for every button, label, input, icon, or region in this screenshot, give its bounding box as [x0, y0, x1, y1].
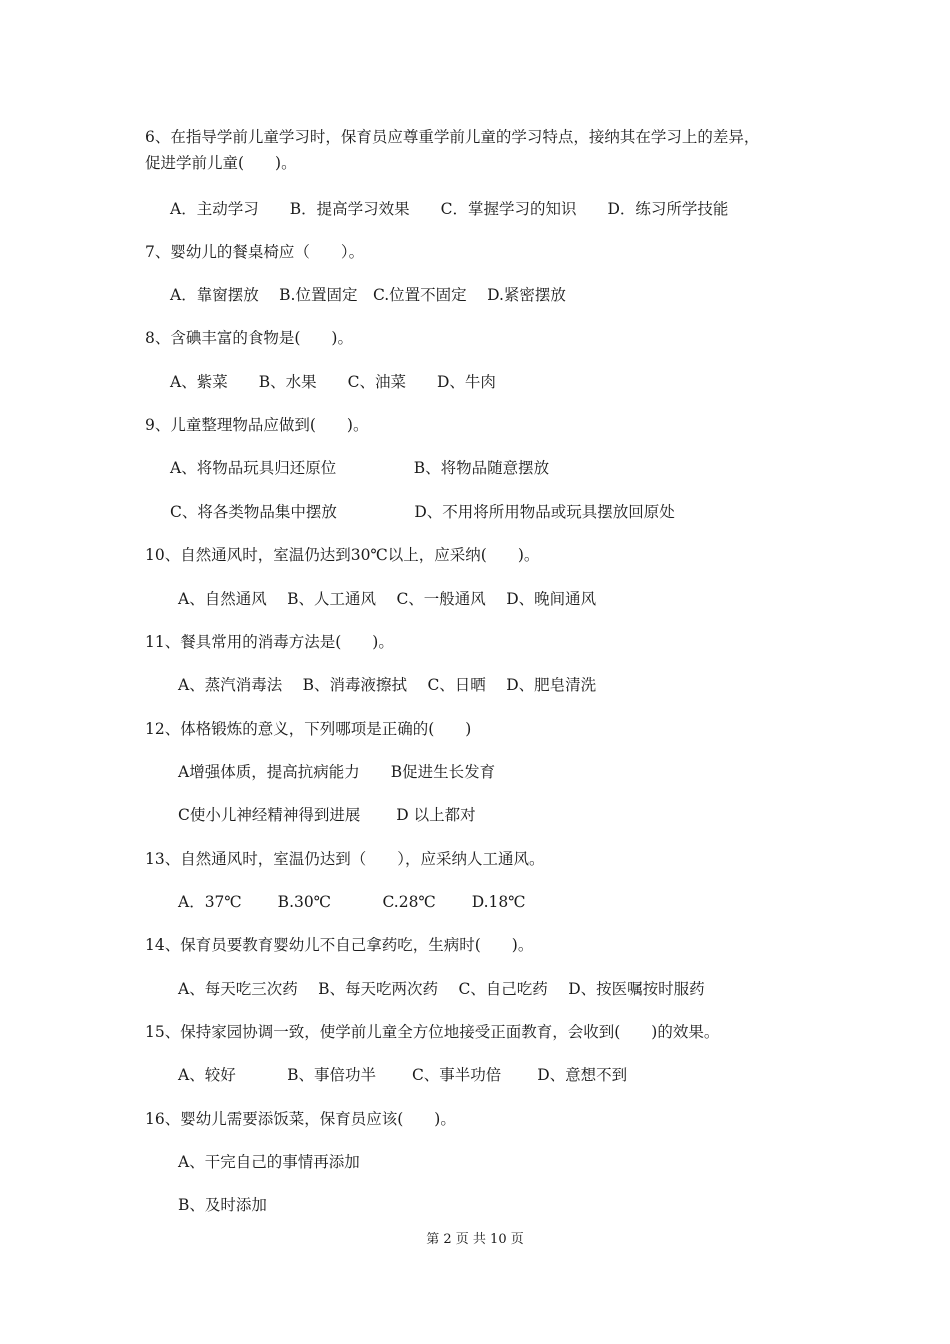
- question-14-options: A、每天吃三次药 B、每天吃两次药 C、自己吃药 D、按医嘱按时服药: [178, 980, 705, 998]
- question-12-options-1: A增强体质，提高抗病能力 B促进生长发育: [178, 763, 496, 781]
- question-7-options: A．靠窗摆放 B.位置固定 C.位置不固定 D.紧密摆放: [170, 286, 566, 304]
- question-14-stem: 14、保育员要教育婴幼儿不自己拿药吃，生病时( )。: [145, 936, 534, 954]
- question-13-stem: 13、自然通风时，室温仍达到（ ），应采纳人工通风。: [145, 850, 545, 868]
- question-9-options-2: C、将各类物品集中摆放 D、不用将所用物品或玩具摆放回原处: [170, 503, 675, 521]
- question-11-options: A、蒸汽消毒法 B、消毒液擦拭 C、日晒 D、肥皂清洗: [178, 676, 597, 694]
- question-8-options: A、紫菜 B、水果 C、油菜 D、牛肉: [170, 373, 496, 391]
- question-15-options: A、较好 B、事倍功半 C、事半功倍 D、意想不到: [178, 1066, 628, 1084]
- question-9-stem: 9、儿童整理物品应做到( )。: [145, 416, 369, 434]
- question-6-stem: 6、在指导学前儿童学习时，保育员应尊重学前儿童的学习特点，接纳其在学习上的差异，: [145, 128, 760, 146]
- question-10-stem: 10、自然通风时，室温仍达到30℃以上，应采纳( )。: [145, 546, 540, 564]
- question-16-option-a: A、干完自己的事情再添加: [178, 1153, 360, 1171]
- question-16-stem: 16、婴幼儿需要添饭菜，保育员应该( )。: [145, 1110, 456, 1128]
- question-8-stem: 8、含碘丰富的食物是( )。: [145, 329, 353, 347]
- question-15-stem: 15、保持家园协调一致，使学前儿童全方位地接受正面教育，会收到( )的效果。: [145, 1023, 720, 1041]
- question-10-options: A、自然通风 B、人工通风 C、一般通风 D、晚间通风: [178, 590, 597, 608]
- page-number-footer: 第 2 页 共 10 页: [426, 1232, 524, 1247]
- question-12-stem: 12、体格锻炼的意义，下列哪项是正确的( ): [145, 720, 472, 738]
- question-6-stem-cont: 促进学前儿童( )。: [145, 154, 297, 172]
- question-16-option-b: B、及时添加: [178, 1196, 267, 1214]
- question-13-options: A．37℃ B.30℃ C.28℃ D.18℃: [178, 893, 526, 911]
- question-9-options-1: A、将物品玩具归还原位 B、将物品随意摆放: [170, 459, 550, 477]
- question-12-options-2: C使小儿神经精神得到进展 D 以上都对: [178, 806, 476, 824]
- question-6-options: A．主动学习 B．提高学习效果 C．掌握学习的知识 D．练习所学技能: [170, 200, 729, 218]
- question-7-stem: 7、婴幼儿的餐桌椅应（ ）。: [145, 243, 365, 261]
- question-11-stem: 11、餐具常用的消毒方法是( )。: [145, 633, 394, 651]
